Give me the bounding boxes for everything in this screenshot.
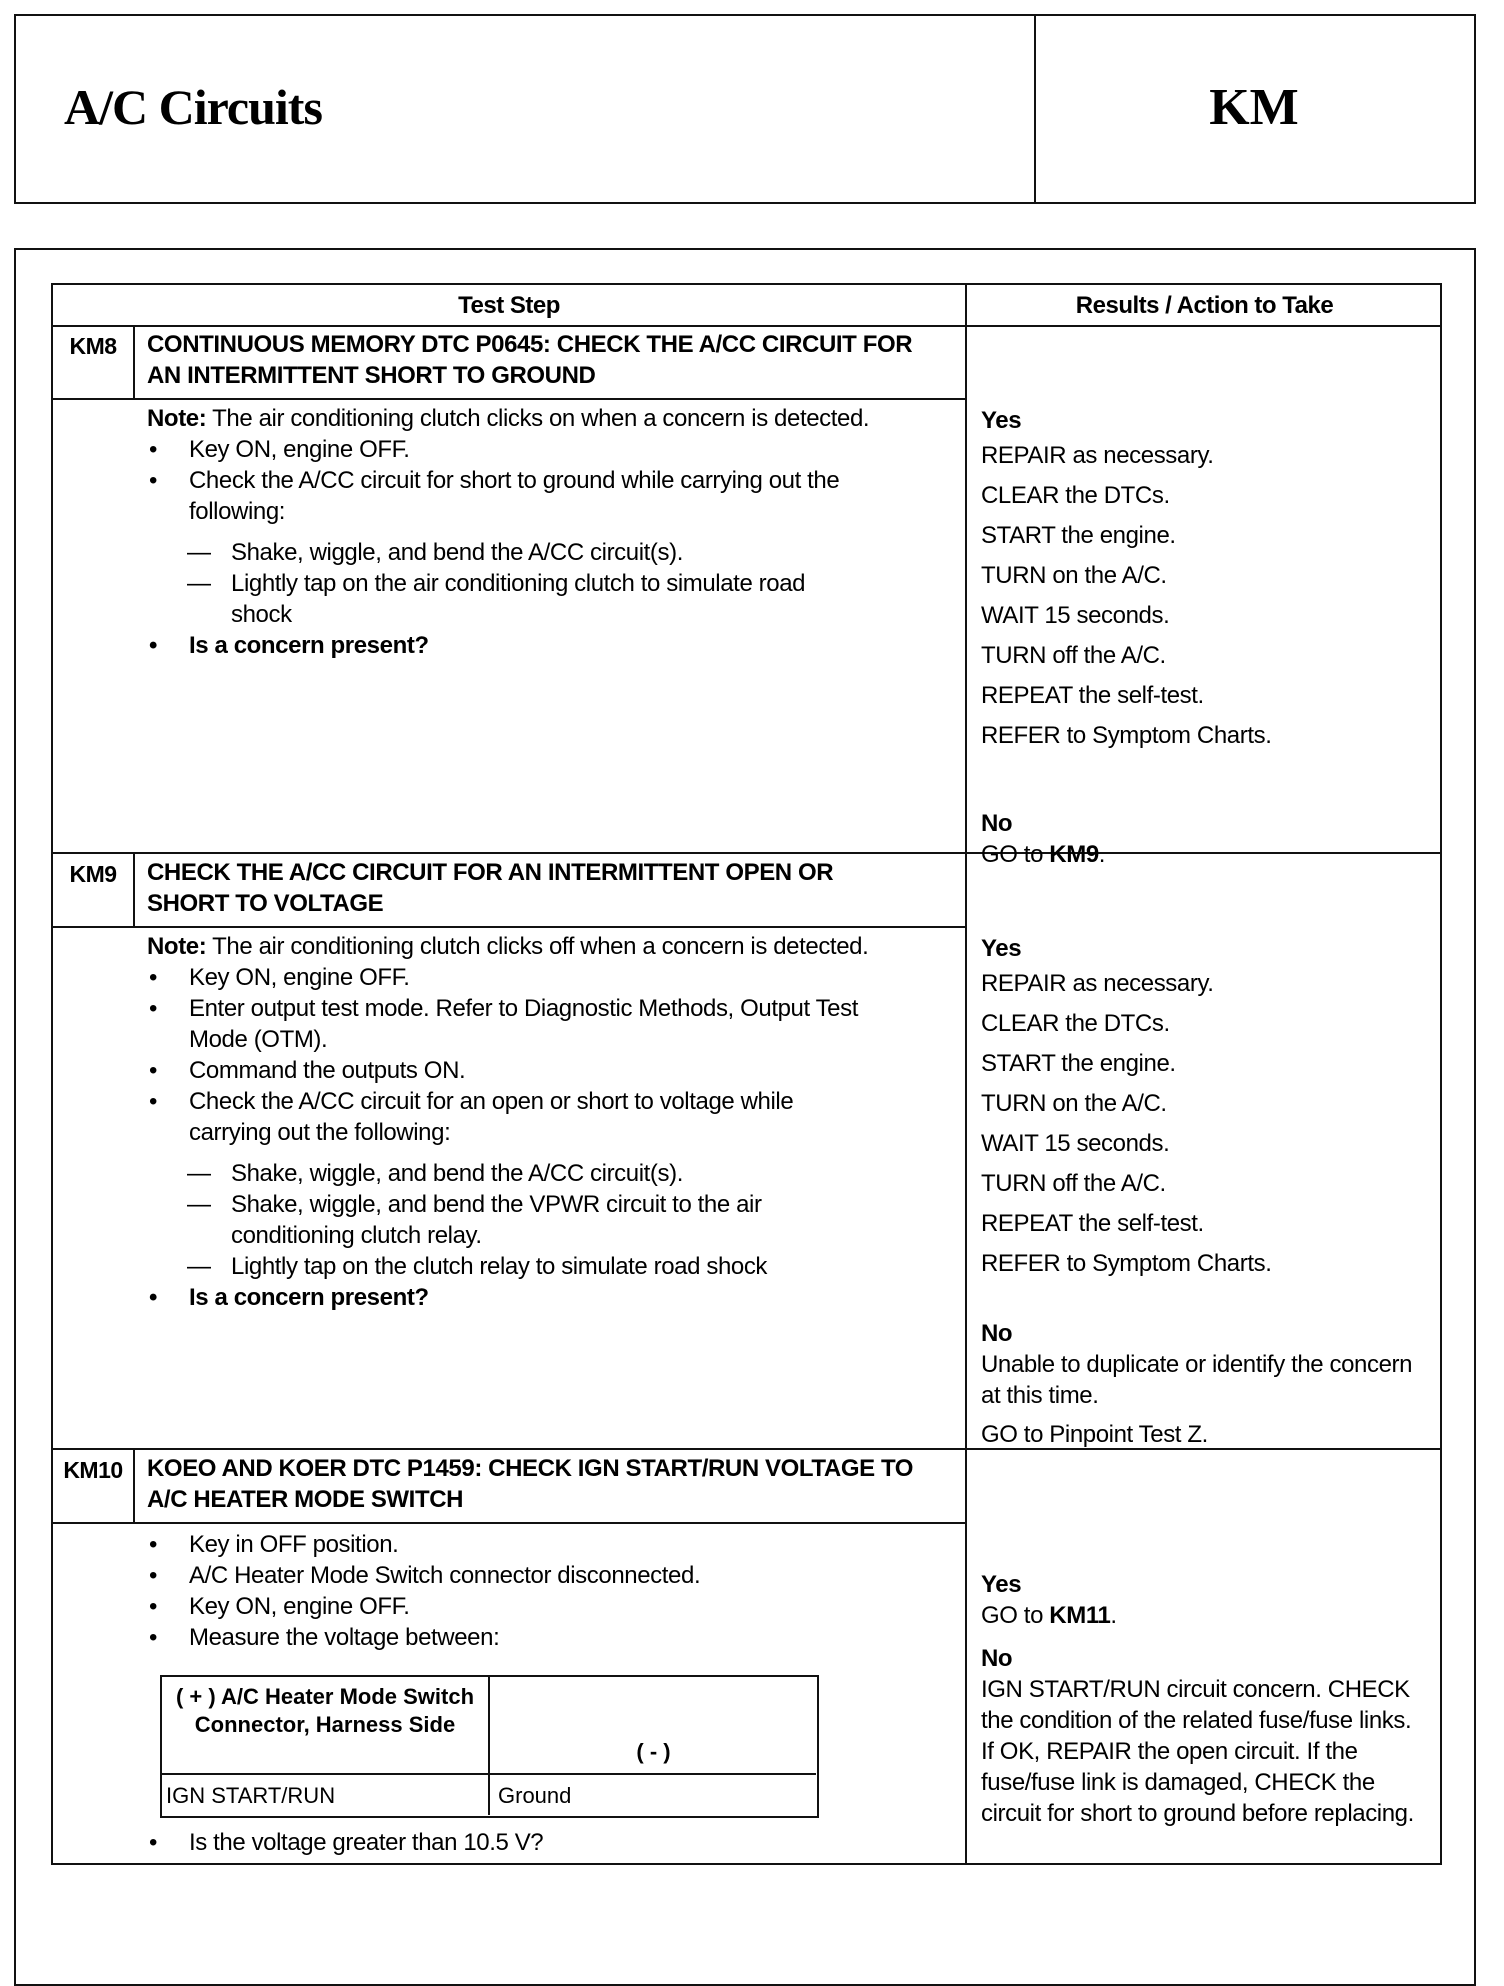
action-item: REPEAT the self-test. <box>981 1210 1204 1237</box>
positive-lead-header: ( + ) A/C Heater Mode Switch Connector, Harness Side <box>175 1684 475 1737</box>
page-title: A/C Circuits <box>64 79 322 135</box>
step-title: KOEO AND KOER DTC P1459: CHECK IGN START/RUN VOLTAGE TO A/C HEATER MODE SWITCH <box>147 1455 914 1513</box>
goto-prefix: GO to <box>981 841 1050 868</box>
no-label: No <box>981 1645 1013 1672</box>
step-results <box>981 1569 1431 1829</box>
action-item: WAIT 15 seconds. <box>981 1130 1170 1157</box>
bullet-item: • Measure the voltage between: <box>147 1622 957 1653</box>
action-item: TURN off the A/C. <box>981 642 1166 669</box>
goto-suffix: . <box>1098 841 1106 868</box>
goto-step-link[interactable]: KM11 <box>1049 1602 1111 1629</box>
dash-item: — Shake, wiggle, and bend the A/CC circuit(s). <box>147 537 957 568</box>
action-item: REFER to Symptom Charts. <box>981 722 1272 749</box>
yes-label: Yes <box>981 1571 1022 1598</box>
bullet-item: • Key ON, engine OFF. <box>147 434 957 465</box>
bullet-item: • Key in OFF position. <box>147 1529 957 1560</box>
yes-label: Yes <box>981 407 1022 434</box>
step-id: KM8 <box>69 333 117 359</box>
no-label: No <box>981 810 1013 837</box>
column-header-test-step: Test Step <box>458 292 560 319</box>
negative-lead-header: ( - ) <box>636 1739 671 1764</box>
bullet-item: • Command the outputs ON. <box>147 1055 957 1086</box>
bullet-item: • Key ON, engine OFF. <box>147 1591 957 1622</box>
no-text: Unable to duplicate or identify the concern at this time. <box>981 1351 1413 1409</box>
dash-item: — Lightly tap on the clutch relay to simulate road shock <box>147 1251 957 1282</box>
bullet-item: • Check the A/CC circuit for an open or short to voltage while carrying out the following: <box>147 1086 957 1148</box>
dash-item: — Shake, wiggle, and bend the A/CC circuit(s). <box>147 1158 957 1189</box>
row-divider <box>53 1522 965 1524</box>
step-title: CHECK THE A/CC CIRCUIT FOR AN INTERMITTENT OPEN OR SHORT TO VOLTAGE <box>147 859 834 917</box>
goto-action[interactable]: GO to Pinpoint Test Z. <box>981 1421 1208 1448</box>
diagnostic-table <box>51 283 1442 1865</box>
section-code: KM <box>1209 79 1299 136</box>
bullet-item: • A/C Heater Mode Switch connector disconnected. <box>147 1560 957 1591</box>
note-text: The air conditioning clutch clicks off when a concern is detected. <box>206 933 869 960</box>
step-id: KM9 <box>69 861 117 887</box>
bullet-item: • Key ON, engine OFF. <box>147 962 957 993</box>
column-divider <box>965 285 967 1865</box>
step-id: KM10 <box>63 1457 123 1483</box>
action-item: CLEAR the DTCs. <box>981 1010 1170 1037</box>
action-item: WAIT 15 seconds. <box>981 602 1170 629</box>
step-question: • Is the voltage greater than 10.5 V? <box>147 1827 957 1858</box>
action-item: REPAIR as necessary. <box>981 970 1214 997</box>
dash-item: — Lightly tap on the air conditioning clutch to simulate road shock <box>147 568 957 630</box>
row-divider <box>53 398 965 400</box>
dash-item: — Shake, wiggle, and bend the VPWR circuit to the air conditioning clutch relay. <box>147 1189 957 1251</box>
goto-action <box>981 1600 1431 1631</box>
step-title: CONTINUOUS MEMORY DTC P0645: CHECK THE A/CC CIRCUIT FOR AN INTERMITTENT SHORT TO GROUND <box>147 331 913 389</box>
note-text: The air conditioning clutch clicks on when a concern is detected. <box>206 405 870 432</box>
yes-label: Yes <box>981 935 1022 962</box>
step-id-divider <box>133 325 135 398</box>
step-body <box>147 403 957 661</box>
note-label: Note: <box>147 933 207 960</box>
column-header-results: Results / Action to Take <box>1075 292 1334 319</box>
row-divider <box>53 926 965 928</box>
step-question-wrap <box>147 1827 957 1858</box>
page-header <box>14 14 1476 204</box>
note-label: Note: <box>147 405 207 432</box>
step-id-divider <box>133 852 135 926</box>
action-item: CLEAR the DTCs. <box>981 482 1170 509</box>
action-item: TURN off the A/C. <box>981 1170 1166 1197</box>
row-divider <box>53 325 1442 327</box>
goto-action <box>981 839 1431 870</box>
step-body <box>147 931 957 1313</box>
step-id-divider <box>133 1448 135 1522</box>
action-item: REPEAT the self-test. <box>981 682 1204 709</box>
step-results <box>981 405 1431 870</box>
goto-suffix: . <box>1110 1602 1117 1629</box>
action-item: TURN on the A/C. <box>981 562 1167 589</box>
goto-step-link[interactable]: KM9 <box>1049 841 1099 868</box>
no-text: IGN START/RUN circuit concern. CHECK the condition of the related fuse/fuse links. If OK, REPAIR the open circuit. If the fuse/fuse link is damaged, CHECK the circuit for short to ground before replacing. <box>981 1676 1414 1827</box>
step-question: • Is a concern present? <box>147 630 957 661</box>
note <box>147 403 957 434</box>
action-item: TURN on the A/C. <box>981 1090 1167 1117</box>
action-item: START the engine. <box>981 1050 1176 1077</box>
negative-lead-value: Ground <box>498 1783 572 1808</box>
step-body <box>147 1529 957 1653</box>
positive-lead-value: IGN START/RUN <box>166 1783 336 1808</box>
bullet-item: • Check the A/CC circuit for short to ground while carrying out the following: <box>147 465 957 527</box>
goto-prefix: GO to <box>981 1602 1050 1629</box>
step-results <box>981 933 1431 1450</box>
bullet-item: • Enter output test mode. Refer to Diagnostic Methods, Output Test Mode (OTM). <box>147 993 957 1055</box>
action-item: REFER to Symptom Charts. <box>981 1250 1272 1277</box>
measurement-table <box>160 1675 819 1818</box>
action-item: START the engine. <box>981 522 1176 549</box>
step-question: • Is a concern present? <box>147 1282 957 1313</box>
action-item: REPAIR as necessary. <box>981 442 1214 469</box>
no-label: No <box>981 1320 1013 1347</box>
note <box>147 931 957 962</box>
